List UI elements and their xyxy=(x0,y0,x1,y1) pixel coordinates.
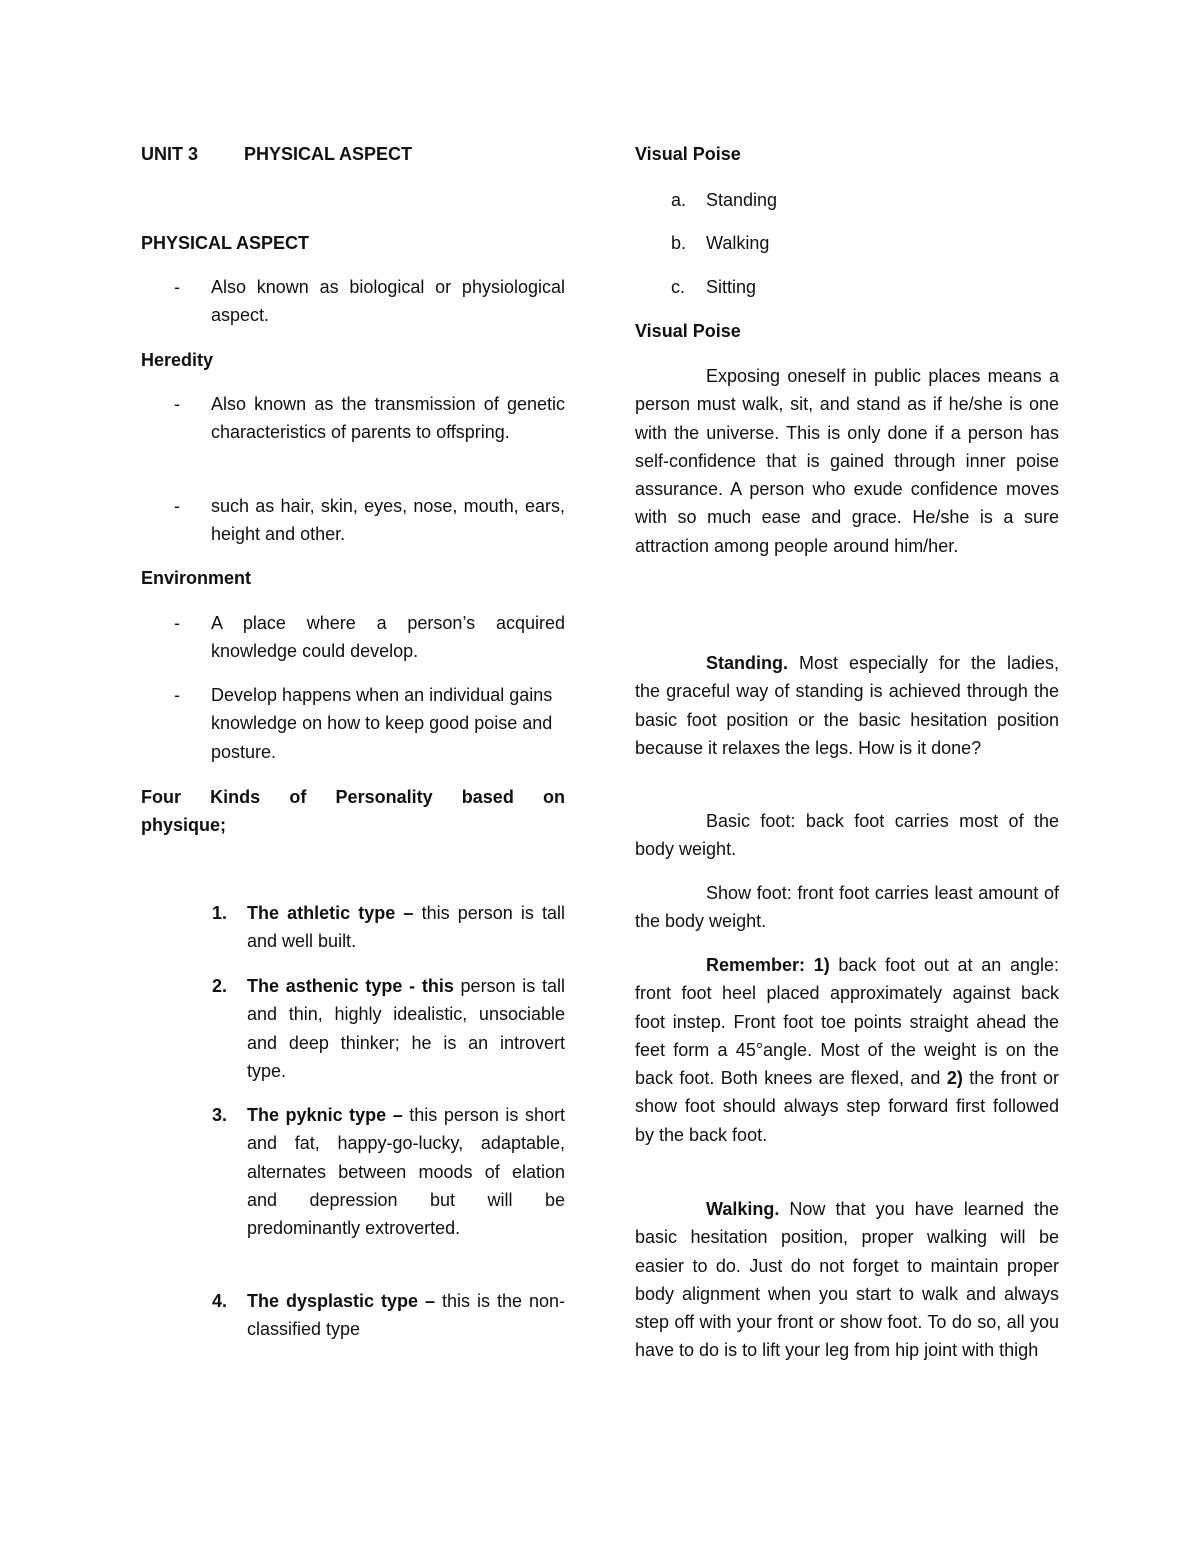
type-name: The athletic type – xyxy=(247,903,414,923)
unit-heading xyxy=(141,140,565,168)
walking-paragraph: Walking. Now that you have learned the basic hesitation position, proper walking will be easier to do. Just do not forget to maintain proper body alignment when you start to walk and always step off with your front or show foot. To do so, all you have to do is to lift your leg from hip joint with thigh xyxy=(635,1199,1059,1361)
list-letter: b. xyxy=(671,233,687,253)
type-name: The dysplastic type – xyxy=(247,1291,436,1311)
physical-aspect-heading: PHYSICAL ASPECT xyxy=(141,233,310,253)
bullet-item: - Also known as the transmission of genetic characteristics of parents to offspring. xyxy=(211,390,565,447)
personality-type-item xyxy=(212,899,566,956)
heredity-heading: Heredity xyxy=(141,350,214,370)
item-number: 3. xyxy=(212,1105,228,1125)
dash-marker: - xyxy=(174,685,180,705)
bullet-item: - such as hair, skin, eyes, nose, mouth, ears, height and other. xyxy=(211,492,565,549)
dash-marker: - xyxy=(174,277,180,297)
four-kinds-heading: Four Kinds of Personality based on physique; xyxy=(141,787,565,836)
item-number: 1. xyxy=(212,903,228,923)
bullet-item: - Develop happens when an individual gains knowledge on how to keep good poise and posture. xyxy=(211,681,565,766)
walking-label: Walking. xyxy=(706,1199,780,1219)
item-number: 4. xyxy=(212,1291,228,1311)
item-number: 2. xyxy=(212,976,228,996)
standing-paragraph: Standing. Most especially for the ladies, the graceful way of standing is achieved through the basic foot position or the basic hesitation position because it relaxes the legs. How is it done? xyxy=(635,653,1059,758)
intro-paragraph: Exposing oneself in public places means a person must walk, sit, and stand as if he/she is one with the universe. This is only done if a person has self-confidence that is gained through inner poise assurance. A person who exude confidence moves with so much ease and grace. He/she is a sure attraction among people around him/her. xyxy=(635,366,1059,556)
unit-label: UNIT 3 xyxy=(141,144,199,164)
poise-list-item: c. Sitting xyxy=(706,273,756,301)
dash-marker: - xyxy=(174,394,180,414)
step-number: 2) xyxy=(946,1068,963,1089)
type-name: The pyknic type – xyxy=(247,1105,403,1125)
standing-label: Standing. xyxy=(706,653,788,673)
visual-poise-heading: Visual Poise xyxy=(635,144,741,164)
remember-paragraph: Remember: 1) back foot out at an angle: front foot heel placed approximately against back foot instep. Front foot toe points straight ahead the feet form a 45°angle. Most of the weight is on the back foot. Both knees are flexed, and 2) the front or show foot should always step forward first followed by the back foot. xyxy=(635,955,1059,1145)
visual-poise-heading-2: Visual Poise xyxy=(635,321,741,341)
list-letter: a. xyxy=(671,190,687,210)
type-description: person is tall and thin, highly idealistic, unsociable and deep thinker; he is an introvert type. xyxy=(247,976,565,1081)
dash-marker: - xyxy=(174,613,180,633)
remember-label: Remember: 1) xyxy=(706,955,830,975)
show-foot-paragraph: Show foot: front foot carries least amount of the body weight. xyxy=(635,883,1059,932)
poise-list-item: b. Walking xyxy=(706,229,769,257)
type-name: The asthenic type - this xyxy=(247,976,454,996)
poise-list-item: a. Standing xyxy=(706,186,777,214)
bullet-item: - A place where a person’s acquired knowledge could develop. xyxy=(211,609,565,666)
personality-type-item xyxy=(212,1287,565,1344)
list-letter: c. xyxy=(671,277,686,297)
personality-type-item xyxy=(212,1101,565,1242)
type-description: this is the non-classified type xyxy=(247,1291,565,1340)
personality-type-item xyxy=(212,972,565,1085)
unit-title: PHYSICAL ASPECT xyxy=(244,144,413,164)
environment-heading: Environment xyxy=(141,568,252,588)
type-description: this person is short and fat, happy-go-lucky, adaptable, alternates between moods of elation and depression but will be predominantly extroverted. xyxy=(247,1105,565,1239)
basic-foot-paragraph: Basic foot: back foot carries most of the body weight. xyxy=(635,811,1059,860)
type-description: this person is tall and well built. xyxy=(247,903,566,952)
bullet-item: - Also known as biological or physiological aspect. xyxy=(211,273,565,330)
dash-marker: - xyxy=(174,496,180,516)
